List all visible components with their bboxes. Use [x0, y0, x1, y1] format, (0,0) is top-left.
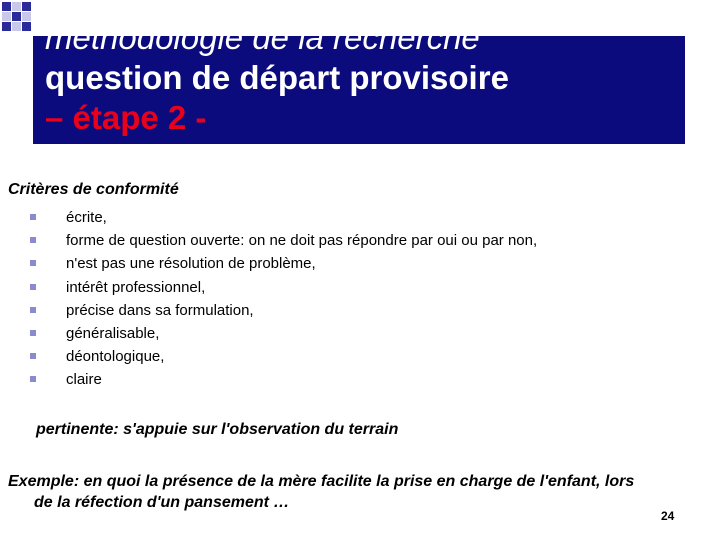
list-item	[30, 206, 537, 229]
list-item	[30, 345, 537, 368]
square-bullet-icon	[30, 237, 36, 243]
list-item	[30, 299, 537, 322]
list-item-text: généralisable,	[66, 324, 160, 342]
list-item	[30, 252, 537, 275]
list-item	[30, 276, 537, 299]
list-item	[30, 229, 537, 252]
example-line-1: Exemple: en quoi la présence de la mère facilite la prise en charge de l'enfant, lors	[8, 473, 635, 490]
list-item-text: n'est pas une résolution de problème,	[66, 255, 316, 273]
square-bullet-icon	[30, 376, 36, 382]
title-line-1: méthodologie de la recherche	[45, 19, 480, 56]
square-bullet-icon	[30, 214, 36, 220]
list-item-text: intérêt professionnel,	[66, 278, 206, 296]
list-item-text: claire	[66, 371, 102, 389]
page-number: 24	[661, 509, 675, 523]
title-line-3: – étape 2 -	[45, 99, 207, 136]
list-item-text: déontologique,	[66, 348, 165, 366]
square-bullet-icon	[30, 307, 36, 313]
list-item-text: forme de question ouverte: on ne doit pas répondre par oui ou par non,	[66, 232, 538, 250]
square-bullet-icon	[30, 330, 36, 336]
list-item-text: précise dans sa formulation,	[66, 301, 254, 319]
list-item-text: écrite,	[66, 209, 107, 226]
criteria-list	[30, 206, 537, 392]
list-item	[30, 368, 537, 391]
square-bullet-icon	[30, 353, 36, 359]
pertinence-note: pertinente: s'appuie sur l'observation du terrain	[36, 421, 399, 438]
criteria-heading: Critères de conformité	[8, 181, 179, 198]
list-item	[30, 322, 537, 345]
slide-title	[45, 18, 685, 138]
example-text	[8, 471, 716, 513]
square-bullet-icon	[30, 260, 36, 266]
title-line-2: question de départ provisoire	[45, 59, 509, 96]
square-bullet-icon	[30, 284, 36, 290]
example-line-2: de la réfection d'un pansement …	[34, 494, 290, 511]
